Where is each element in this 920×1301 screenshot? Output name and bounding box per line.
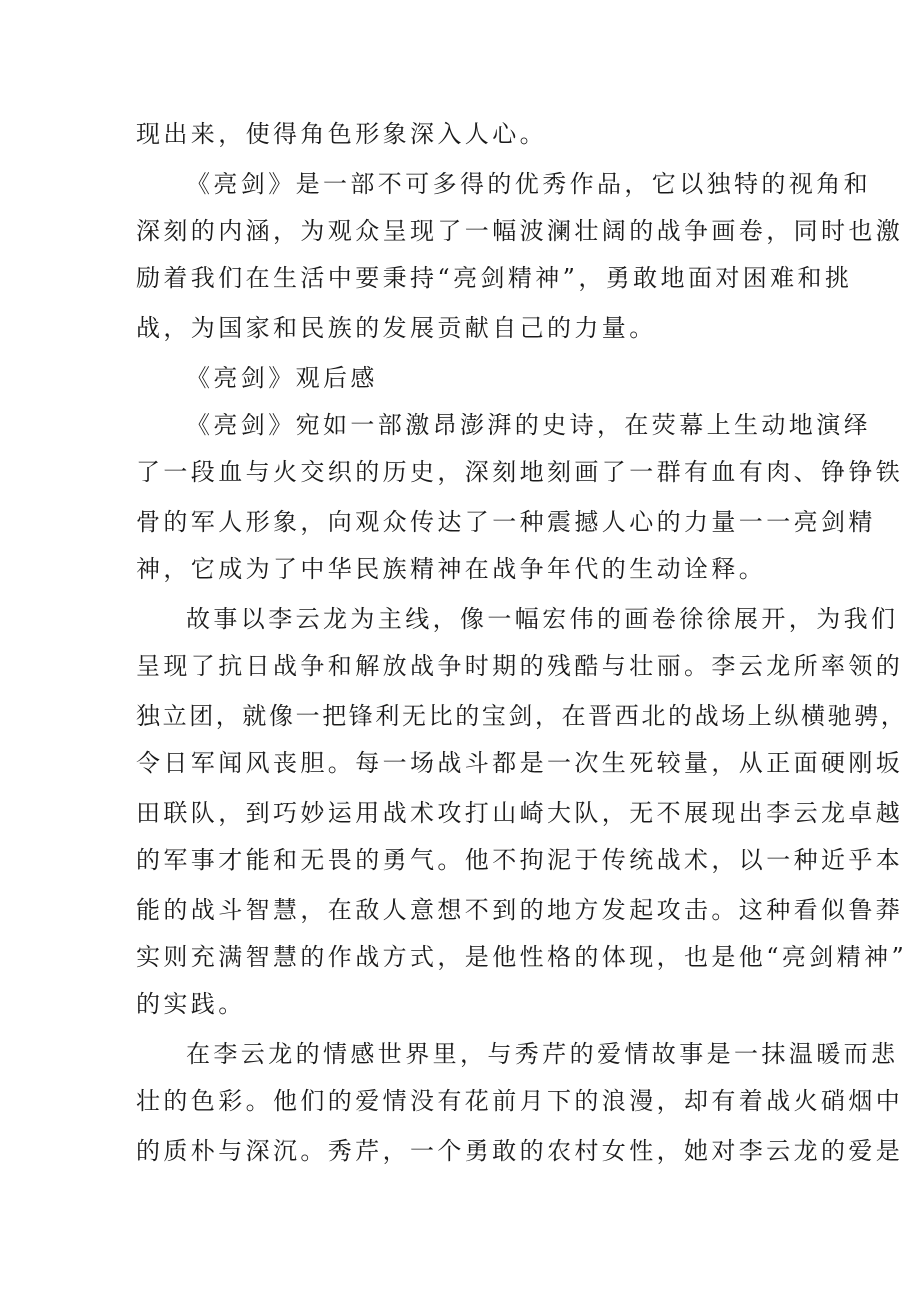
text-line: 的质朴与深沉。秀芹，一个勇敢的农村女性，她对李云龙的爱是 — [136, 1137, 904, 1165]
text-line: 《亮剑》宛如一部激昂澎湃的史诗，在荧幕上生动地演绎 — [186, 411, 871, 439]
text-line: 呈现了抗日战争和解放战争时期的残酷与壮丽。李云龙所率领的 — [136, 652, 904, 680]
text-line: 令日军闻风丧胆。每一场战斗都是一次生死较量，从正面硬刚坂 — [136, 749, 904, 777]
text-line: 独立团，就像一把锋利无比的宝剑，在晋西北的战场上纵横驰骋， — [136, 702, 908, 730]
text-line: 的实践。 — [136, 990, 246, 1018]
text-line: 战，为国家和民族的发展贡献自己的力量。 — [136, 314, 657, 342]
text-line: 神，它成为了中华民族精神在战争年代的生动诠释。 — [136, 555, 767, 583]
text-line: 《亮剑》是一部不可多得的优秀作品，它以独特的视角和 — [186, 170, 871, 198]
text-line: 了一段血与火交织的历史，深刻地刻画了一群有血有肉、铮铮铁 — [136, 458, 904, 486]
text-line: 实则充满智慧的作战方式，是他性格的体现，也是他“亮剑精神” — [136, 943, 908, 971]
text-line: 能的战斗智慧，在敌人意想不到的地方发起攻击。这种看似鲁莽 — [136, 896, 904, 924]
text-line: 励着我们在生活中要秉持“亮剑精神”，勇敢地面对困难和挑 — [136, 264, 853, 292]
section-heading: 《亮剑》观后感 — [186, 364, 378, 392]
text-line: 故事以李云龙为主线，像一幅宏伟的画卷徐徐展开，为我们 — [186, 605, 899, 633]
text-line: 田联队，到巧妙运用战术攻打山崎大队，无不展现出李云龙卓越 — [136, 799, 904, 827]
text-line: 骨的军人形象，向观众传达了一种震撼人心的力量一一亮剑精 — [136, 508, 876, 536]
text-line: 现出来，使得角色形象深入人心。 — [136, 120, 547, 148]
text-line: 壮的色彩。他们的爱情没有花前月下的浪漫，却有着战火硝烟中 — [136, 1087, 904, 1115]
text-line: 的军事才能和无畏的勇气。他不拘泥于传统战术，以一种近乎本 — [136, 846, 904, 874]
text-line: 在李云龙的情感世界里，与秀芹的爱情故事是一抹温暖而悲 — [186, 1040, 899, 1068]
text-line: 深刻的内涵，为观众呈现了一幅波澜壮阔的战争画卷，同时也激 — [136, 217, 904, 245]
